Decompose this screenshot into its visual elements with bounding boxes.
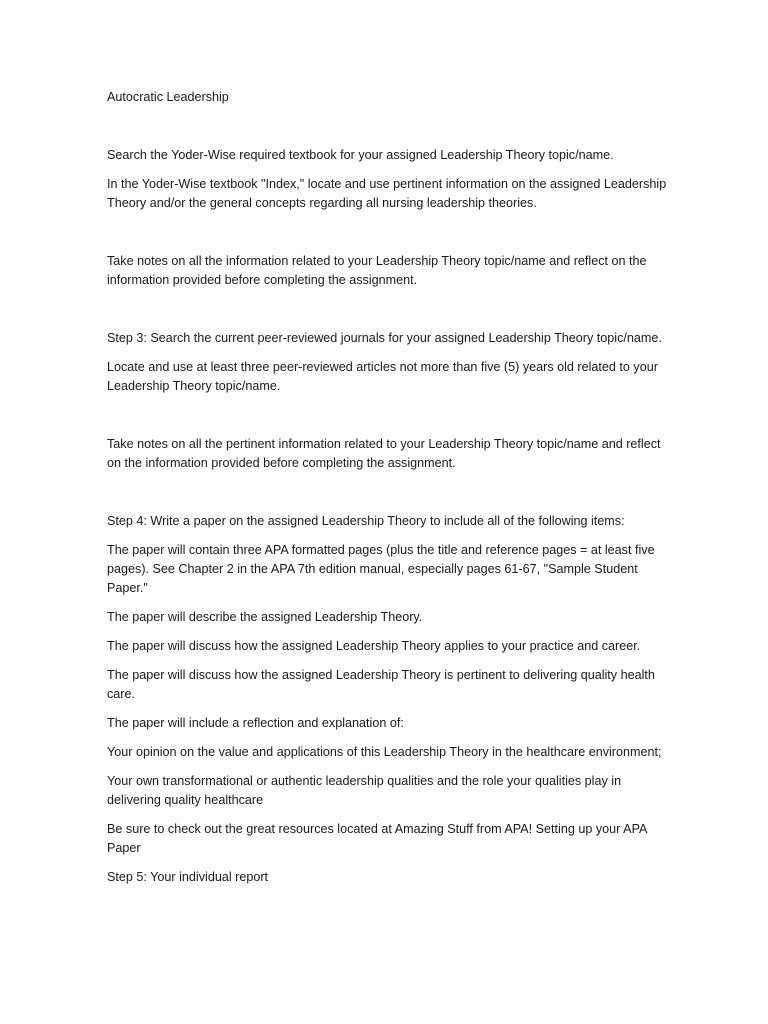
paragraph-reflection: The paper will include a reflection and explanation of:	[107, 716, 404, 730]
paragraph-describe-theory: The paper will describe the assigned Leadership Theory.	[107, 610, 423, 624]
paragraph-take-notes-textbook: Take notes on all the information related to your Leadership Theory topic/name and reflect on the information provided before completing the assignment.	[107, 254, 647, 287]
paragraph-opinion: Your opinion on the value and applications of this Leadership Theory in the healthcare environment;	[107, 745, 662, 759]
document-title: Autocratic Leadership	[107, 90, 229, 104]
paragraph-take-notes-journals: Take notes on all the pertinent information related to your Leadership Theory topic/name and reflect on the information provided before completing the assignment.	[107, 437, 661, 470]
paragraph-apa-resources: Be sure to check out the great resources located at Amazing Stuff from APA! Setting up your APA Paper	[107, 822, 647, 855]
paragraph-step-4: Step 4: Write a paper on the assigned Leadership Theory to include all of the following items:	[107, 514, 625, 528]
paragraph-peer-reviewed-articles: Locate and use at least three peer-reviewed articles not more than five (5) years old related to your Leadership Theory topic/name.	[107, 360, 658, 393]
paragraph-paper-pages: The paper will contain three APA formatted pages (plus the title and reference pages = at least five pages). See Chapter 2 in the APA 7th edition manual, especially pages 61-67, "Sample Student Paper."	[107, 543, 655, 595]
paragraph-practice-career: The paper will discuss how the assigned Leadership Theory applies to your practice and career.	[107, 639, 641, 653]
paragraph-step-3: Step 3: Search the current peer-reviewed journals for your assigned Leadership Theory topic/name.	[107, 331, 662, 345]
paragraph-textbook-index: In the Yoder-Wise textbook "Index," locate and use pertinent information on the assigned Leadership Theory and/or the general concepts regarding all nursing leadership theories.	[107, 177, 667, 210]
paragraph-quality-health-care: The paper will discuss how the assigned Leadership Theory is pertinent to delivering quality health care.	[107, 668, 655, 701]
paragraph-leadership-qualities: Your own transformational or authentic leadership qualities and the role your qualities play in delivering quality healthcare	[107, 774, 622, 807]
paragraph-search-textbook: Search the Yoder-Wise required textbook for your assigned Leadership Theory topic/name.	[107, 148, 614, 162]
paragraph-step-5: Step 5: Your individual report	[107, 870, 269, 884]
document-body	[107, 88, 667, 897]
